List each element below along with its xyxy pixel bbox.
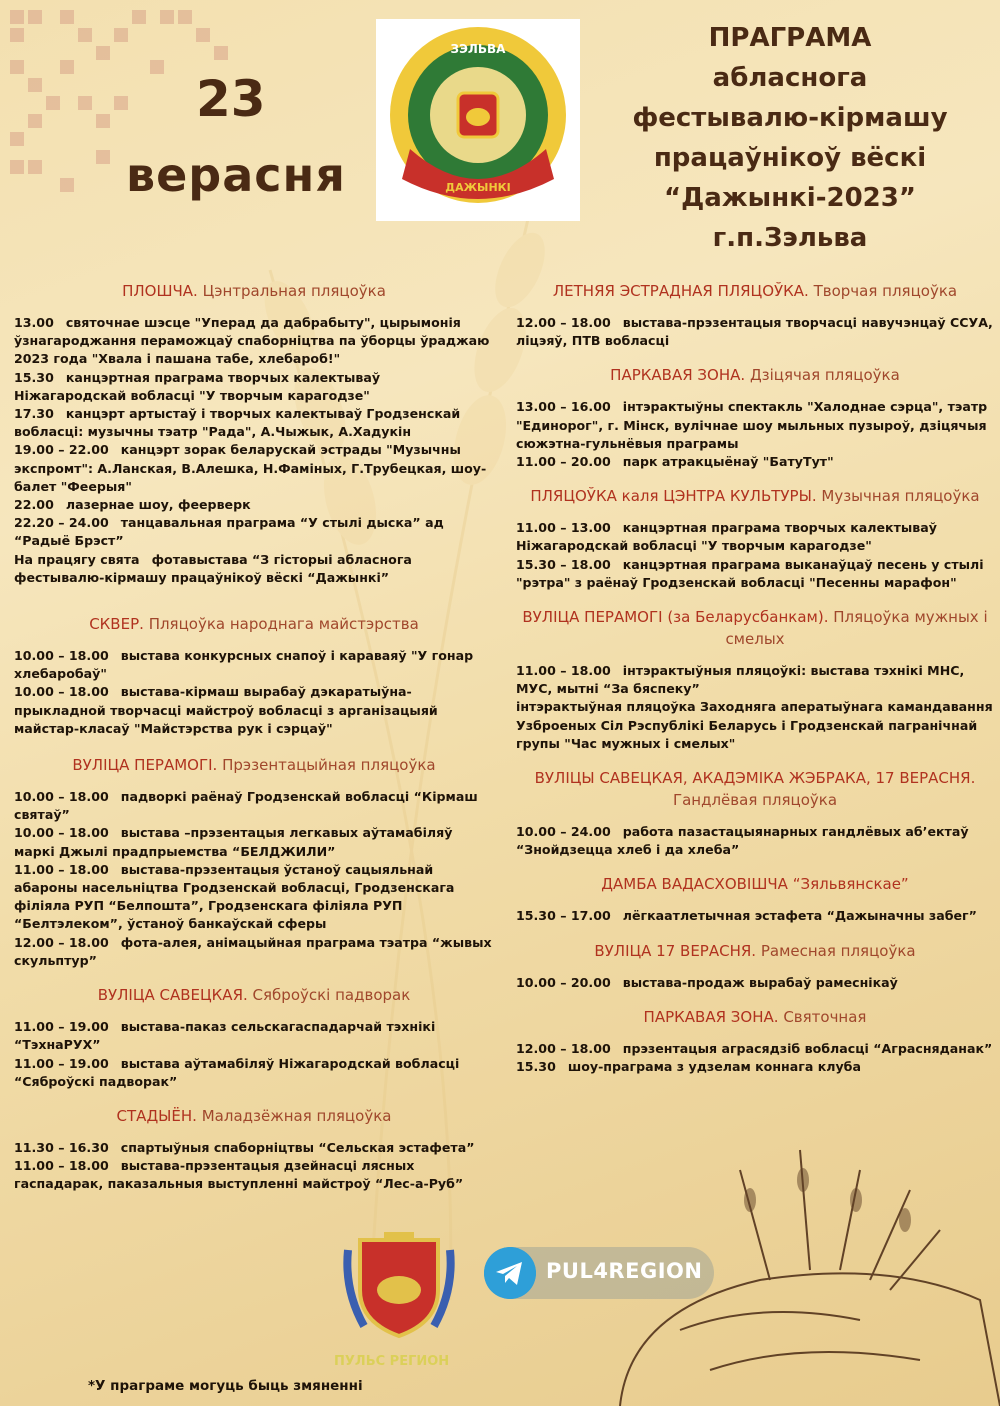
entry-time: 11.00 – 13.00: [516, 520, 611, 536]
schedule-entry: [516, 556, 994, 592]
section-location: ЛЕТНЯЯ ЭСТРАДНАЯ ПЛЯЦОЎКА.: [552, 282, 809, 300]
entry-time: 11.00 – 18.00: [14, 1158, 109, 1174]
entry-text: святочнае шэсце "Уперад да дабрабыту", цырымонія ўзнагароджання пераможцаў спаборніцтва па ўборцы ўраджаю 2023 года "Хвала і пашана табе, хлебароб!": [14, 315, 490, 367]
section-heading: [516, 280, 994, 302]
schedule-entry: [14, 934, 494, 970]
title-line: г.п.Зэльва: [712, 223, 868, 253]
entry-time: 12.00 – 18.00: [516, 1040, 611, 1056]
schedule-entry: [14, 1157, 494, 1193]
program-section: [516, 1006, 994, 1076]
section-name: Маладзёжная пляцоўка: [201, 1106, 392, 1125]
section-heading: [14, 754, 494, 776]
entry-text: інтэрактыўная пляцоўка Заходняга аператыўнага камандавання Узброеных Сіл Рэспублікі Беларусь і Гродзенскай пагранічнай групы "Час мужных і смелых": [516, 699, 993, 751]
section-name: Музычная пляцоўка: [821, 487, 980, 506]
section-name: Дзіцячая пляцоўка: [749, 366, 900, 385]
section-name: Святочная: [783, 1007, 867, 1026]
dazhynki-emblem-icon: [376, 19, 580, 221]
section-name: Сяброўскі падворак: [252, 986, 411, 1005]
entry-time: 11.30 – 16.30: [14, 1139, 109, 1155]
program-section: [14, 984, 494, 1091]
section-location: ПЛОШЧА.: [122, 282, 198, 300]
entry-text: танцавальная праграма “У стылі дыска” ад “Радыё Брэст”: [14, 515, 444, 549]
footnote: *У праграме могуць быць змяненні: [88, 1378, 363, 1394]
entry-time: 17.30: [14, 406, 54, 422]
entry-text: выстава-паказ сельскагаспадарчай тэхнікі “ТэхнаРУХ”: [14, 1019, 436, 1053]
section-heading: [14, 1105, 494, 1127]
schedule-entry: [516, 314, 994, 350]
section-heading: [14, 984, 494, 1006]
title-line: працаўнікоў вёскі: [653, 143, 927, 173]
entry-text: канцэртная праграма творчых калектываў Ніжагародскай вобласці "У творчым карагодзе": [14, 369, 381, 403]
section-heading: [516, 485, 994, 507]
section-name: Гандлёвая пляцоўка: [672, 791, 838, 810]
section-name: Прэзентацыйная пляцоўка: [222, 756, 436, 775]
entry-time: 10.00 – 20.00: [516, 974, 611, 990]
entry-text: інтэрактыўны спектакль "Халоднае сэрца", тэатр "Единорог", г. Мінск, вулічнае шоу мыльных пузыроў, дзіцячыя сюжэтна-гульнёвыя праграмы: [516, 399, 988, 451]
entry-text: выстава-прэзентацыя ўстаноў сацыяльнай абароны насельніцтва Гродзенскай вобласці, Гродзенскага філіяла РУП “Белпошта”, Гродзенскага філіяла РУП “Белтэлеком”, ўстаноў банкаўскай сферы: [14, 861, 455, 932]
schedule-entry: [516, 1040, 994, 1058]
channel-name[interactable]: PUL4REGION: [546, 1259, 703, 1283]
entry-text: канцэртная праграма выканаўцаў песень у стылі "рэтра" з раёнаў Гродзенскай вобласці "Песенны марафон": [516, 556, 984, 590]
title-line: “Дажынкі-2023”: [664, 183, 916, 213]
entry-text: выстава конкурсных снапоў і караваяў "У гонар хлебаробаў": [14, 648, 474, 682]
section-location: ВУЛІЦА ПЕРАМОГІ.: [72, 756, 218, 775]
program-section: [516, 767, 994, 859]
schedule-entry: [14, 824, 494, 860]
schedule-entry: [14, 861, 494, 934]
section-heading: [516, 364, 994, 386]
schedule-entry: [14, 1018, 494, 1054]
schedule-entry: [516, 907, 994, 925]
schedule-entry: [516, 519, 994, 555]
schedule-entry: [14, 788, 494, 824]
right-column: [516, 280, 994, 1076]
section-name: Пляцоўка мужных і смелых: [725, 608, 988, 649]
entry-text: выстава аўтамабіляў Ніжагародскай вобласці “Сяброўскі падворак”: [14, 1055, 460, 1089]
entry-time: 19.00 – 22.00: [14, 442, 109, 458]
entry-text: парк атракцыёнаў "БатуТут": [622, 454, 834, 470]
entry-text: работа пазастацыянарных гандлёвых аб’ектаў “Знойдзецца хлеб і да хлеба”: [516, 824, 969, 858]
entry-time: 10.00 – 24.00: [516, 824, 611, 840]
section-location: ВУЛІЦА САВЕЦКАЯ.: [97, 986, 248, 1005]
schedule-entry: [516, 662, 994, 698]
schedule-entry: [14, 1139, 494, 1157]
entry-text: канцэртная праграма творчых калектываў Ніжагародскай вобласці "У творчым карагодзе": [516, 520, 937, 554]
entry-time: 12.00 – 18.00: [14, 934, 109, 950]
entry-text: прэзентацыя аграсядзіб вобласці “Аграсняданак”: [622, 1040, 993, 1056]
entry-time: 15.30 – 18.00: [516, 556, 611, 572]
left-column: [14, 280, 494, 1194]
section-location: ВУЛІЦА ПЕРАМОГІ (за Беларусбанкам).: [522, 608, 829, 627]
entry-text: спартыўныя спаборніцтвы “Сельская эстафета”: [120, 1139, 475, 1155]
schedule-entry: [14, 441, 494, 496]
section-heading: [14, 280, 494, 302]
section-heading: [516, 873, 994, 895]
entry-time: 15.30: [14, 369, 54, 385]
emblem-ribbon-text: ДАЖЫНКІ: [445, 181, 511, 194]
emblem-top-text: ЗЭЛЬВА: [450, 42, 506, 56]
section-location: ПЛЯЦОЎКА каля ЦЭНТРА КУЛЬТУРЫ.: [530, 487, 817, 506]
entry-time: 22.00: [14, 497, 54, 513]
coat-of-arms-icon: [340, 1230, 458, 1342]
program-section: [516, 280, 994, 350]
entry-text: падворкі раёнаў Гродзенскай вобласці “Кірмаш святаў”: [14, 789, 478, 823]
program-section: [516, 364, 994, 471]
entry-time: На працягу свята: [14, 551, 140, 567]
schedule-entry: [14, 314, 494, 369]
entry-time: 15.30: [516, 1059, 556, 1075]
entry-time: 10.00 – 18.00: [14, 825, 109, 841]
entry-time: 10.00 – 18.00: [14, 789, 109, 805]
telegram-icon[interactable]: [484, 1247, 536, 1299]
program-section: [14, 754, 494, 970]
entry-time: 11.00 – 18.00: [14, 861, 109, 877]
entry-text: лёгкаатлетычная эстафета “Дажыначны забег”: [622, 908, 977, 924]
schedule-entry: [14, 496, 494, 514]
entry-text: канцэрт зорак беларускай эстрады "Музычны экспромт": А.Ланская, В.Алешка, Н.Фаміных, Г.Трубецкая, шоу-балет "Феерыя": [14, 442, 487, 494]
section-location: ПАРКАВАЯ ЗОНА.: [610, 366, 746, 385]
entry-time: 13.00: [14, 315, 54, 330]
entry-text: фотавыстава “З гісторыі абласнога фестывалю-кірмашу працаўнікоў вёскі “Дажынкі”: [14, 551, 412, 585]
section-heading: [516, 606, 994, 650]
entry-text: выстава-продаж вырабаў рамеснікаў: [622, 974, 898, 990]
title-line: ПРАГРАМА: [708, 23, 872, 53]
bread-basket-illustration: [560, 1130, 1000, 1406]
entry-time: 12.00 – 18.00: [516, 315, 611, 330]
section-name: Творчая пляцоўка: [813, 282, 958, 300]
program-section: [14, 1105, 494, 1194]
entry-time: 10.00 – 18.00: [14, 684, 109, 700]
title-line: фестывалю-кірмашу: [632, 103, 948, 133]
date-month: верасня: [126, 148, 346, 202]
entry-time: 15.30 – 17.00: [516, 908, 611, 924]
section-name: Пляцоўка народнага майстэрства: [148, 615, 419, 634]
title-line: абласнога: [712, 63, 868, 93]
section-location: ДАМБА ВАДАСХОВІШЧА “Зяльвянскае”: [601, 875, 909, 894]
entry-time: 11.00 – 19.00: [14, 1055, 109, 1071]
schedule-entry: [14, 514, 494, 550]
entry-text: выстава-прэзентацыя дзейнасці лясных гаспадарак, паказальныя выступленні майстроў “Лес-а-Руб”: [14, 1158, 464, 1192]
schedule-entry: [14, 369, 494, 405]
program-section: [14, 613, 494, 738]
section-location: СКВЕР.: [89, 615, 144, 634]
section-name: Цэнтральная пляцоўка: [202, 282, 386, 300]
schedule-entry: [516, 398, 994, 453]
section-heading: [14, 613, 494, 635]
entry-text: выстава –прэзентацыя легкавых аўтамабіляў маркі Джылі прадпрыемства “БЕЛДЖИЛИ”: [14, 825, 453, 859]
coat-caption: ПУЛЬС РЕГИОН: [334, 1354, 450, 1369]
program-section: [516, 485, 994, 592]
entry-text: інтэрактыўныя пляцоўкі: выстава тэхнікі МНС, МУС, мытні “За бяспеку”: [516, 663, 965, 697]
entry-text: выстава-кірмаш вырабаў дэкаратыўна-прыкладной творчасці майстроў вобласці з арганізацыяй майстар-класаў "Майстэрства рук і сэрцаў": [14, 684, 438, 736]
section-heading: [516, 940, 994, 962]
entry-text: лазернае шоу, феерверк: [65, 497, 251, 513]
program-section: [516, 873, 994, 925]
schedule-entry: [516, 974, 994, 992]
program-section: [516, 606, 994, 753]
entry-time: 10.00 – 18.00: [14, 648, 109, 664]
schedule-entry: [516, 823, 994, 859]
schedule-entry: [14, 405, 494, 441]
section-location: ПАРКАВАЯ ЗОНА.: [643, 1007, 779, 1026]
entry-time: 11.00 – 19.00: [14, 1019, 109, 1035]
entry-text: выстава-прэзентацыя творчасці навучэнцаў ССУА, ліцэяў, ПТВ вобласці: [516, 315, 993, 349]
section-location: ВУЛІЦА 17 ВЕРАСНЯ.: [594, 941, 757, 960]
schedule-entry: [14, 647, 494, 683]
schedule-entry: [14, 551, 494, 587]
section-heading: [516, 1006, 994, 1028]
schedule-entry: [516, 698, 994, 753]
section-location: СТАДЫЁН.: [116, 1106, 197, 1125]
schedule-entry: [516, 1058, 994, 1076]
section-heading: [516, 767, 994, 811]
date-day: 23: [196, 70, 266, 128]
schedule-entry: [14, 683, 494, 738]
entry-text: фота-алея, анімацыйная праграма тэатра “жывых скульптур”: [14, 934, 492, 968]
festival-logo: [376, 19, 580, 221]
schedule-entry: [516, 453, 994, 471]
entry-time: 11.00 – 20.00: [516, 454, 611, 470]
program-title: [600, 18, 980, 258]
entry-time: 11.00 – 18.00: [516, 663, 611, 679]
schedule-entry: [14, 1055, 494, 1091]
program-section: [516, 940, 994, 992]
section-name: Рамесная пляцоўка: [760, 941, 916, 960]
entry-text: канцэрт артыстаў і творчых калектываў Гродзенскай вобласці: музычны тэатр "Рада", А.Чыжык, А.Хадукін: [14, 406, 461, 440]
entry-time: 22.20 – 24.00: [14, 515, 109, 531]
entry-time: 13.00 – 16.00: [516, 399, 611, 415]
entry-text: шоу-праграма з удзелам коннага клуба: [567, 1059, 861, 1075]
program-section: [14, 280, 494, 587]
section-location: ВУЛІЦЫ САВЕЦКАЯ, АКАДЭМІКА ЖЭБРАКА, 17 ВЕРАСНЯ.: [534, 769, 976, 788]
